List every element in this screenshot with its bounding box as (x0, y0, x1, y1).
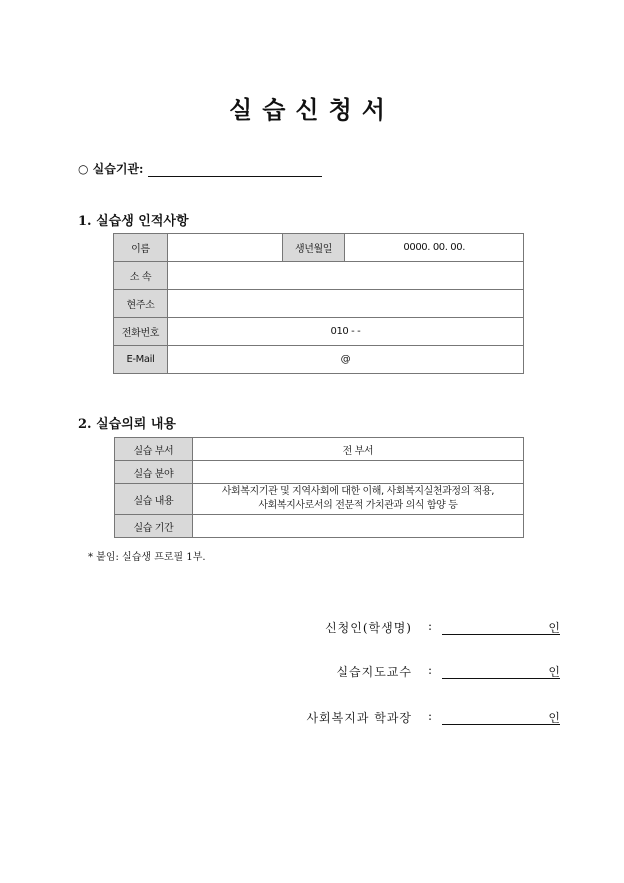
dept-label: 실습 부서 (115, 438, 193, 461)
signature-label: 신청인(학생명) (325, 621, 412, 635)
email-label: E-Mail (114, 346, 168, 374)
content-line1: 사회복지기관 및 지역사회에 대한 이해, 사회복지실천과정의 적용, (221, 486, 495, 497)
request-table (114, 437, 524, 538)
address-label: 현주소 (114, 290, 168, 318)
field-label: 실습 분야 (115, 461, 193, 484)
name-field[interactable] (167, 234, 282, 262)
signature-line[interactable] (442, 663, 560, 679)
period-label: 실습 기간 (115, 515, 193, 538)
affiliation-field[interactable] (167, 262, 523, 290)
birth-field[interactable]: 0000. 00. 00. (345, 234, 524, 262)
signature-colon: : (428, 619, 433, 633)
section1-heading: 1. 실습생 인적사항 (78, 214, 189, 229)
seal-mark: 인 (548, 711, 560, 725)
phone-label: 전화번호 (114, 318, 168, 346)
address-field[interactable] (167, 290, 523, 318)
signature-colon: : (428, 663, 433, 677)
seal-mark: 인 (548, 621, 560, 635)
institution-label: ○ 실습기관: (78, 162, 144, 176)
signature-applicant (300, 619, 560, 639)
signature-line[interactable] (442, 619, 560, 635)
signature-label: 실습지도교수 (336, 665, 412, 679)
signature-colon: : (428, 709, 433, 723)
field-field[interactable] (192, 461, 523, 484)
name-label: 이름 (114, 234, 168, 262)
signature-advisor (300, 663, 560, 683)
section2-heading: 2. 실습의뢰 내용 (78, 417, 176, 432)
institution-underline (148, 162, 322, 177)
page-title: 실습신청서 (229, 95, 395, 124)
content-field[interactable] (192, 484, 523, 515)
birth-label: 생년월일 (282, 234, 345, 262)
content-line2: 사회복지사로서의 전문적 가치관과 의식 함양 등 (258, 500, 458, 511)
affiliation-label: 소 속 (114, 262, 168, 290)
signature-dept-head (300, 709, 560, 729)
phone-field[interactable]: 010 - - (167, 318, 523, 346)
signature-label: 사회복지과 학과장 (306, 711, 412, 725)
content-label: 실습 내용 (115, 484, 193, 515)
institution-line (78, 160, 322, 177)
attachment-note: * 붙임: 실습생 프로필 1부. (88, 552, 206, 563)
seal-mark: 인 (548, 665, 560, 679)
personal-info-table (113, 233, 524, 374)
signature-line[interactable] (442, 709, 560, 725)
email-field[interactable]: @ (167, 346, 523, 374)
dept-field[interactable]: 전 부서 (192, 438, 523, 461)
period-field[interactable] (192, 515, 523, 538)
